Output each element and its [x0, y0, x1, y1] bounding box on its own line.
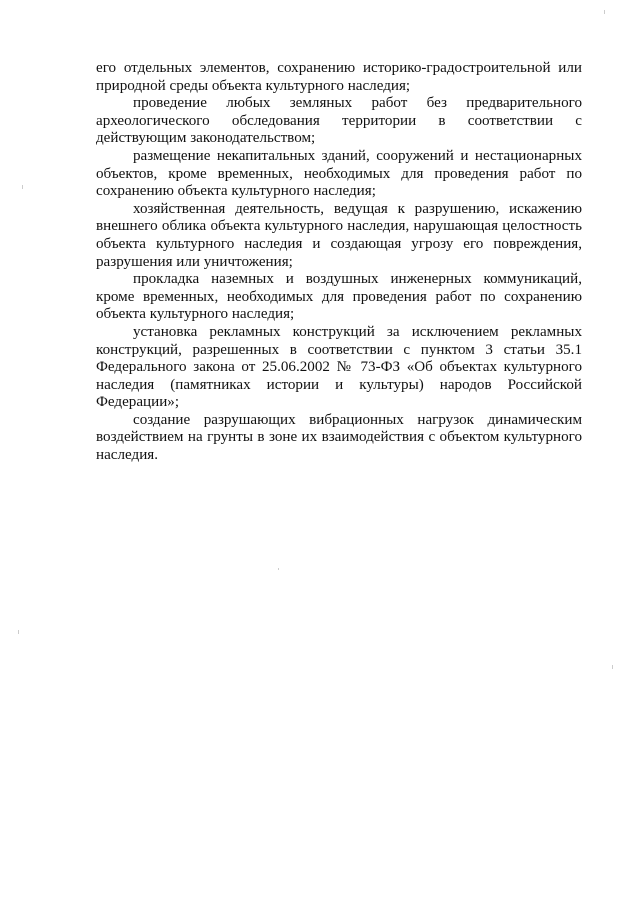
paragraph-vibration: создание разрушающих вибрационных нагрузок динамическим воздействием на грунты в зоне их взаимодействия с объектом культурного наследия. — [96, 411, 582, 464]
paragraph-advertising: установка рекламных конструкций за исключением рекламных конструкций, разрешенных в соответствии с пунктом 3 статьи 35.1 Федерального закона от 25.06.2002 № 73-ФЗ «Об объектах культурного наследия (памятниках истории и культуры) народов Российской Федерации»; — [96, 323, 582, 411]
paragraph-earthworks: проведение любых земляных работ без предварительного археологического обследования территории в соответствии с действующим законодательством; — [96, 95, 582, 147]
scan-speck — [604, 10, 605, 14]
paragraph-economic-activity: хозяйственная деятельность, ведущая к разрушению, искажению внешнего облика объекта культурного наследия, нарушающая целостность объекта культурного наследия и создающая угрозу его повреждения, разрушения или уничтожения; — [96, 200, 582, 270]
paragraph-temporary-structures: размещение некапитальных зданий, сооружений и нестационарных объектов, кроме временных, необходимых для проведения работ по сохранению объекта культурного наследия; — [96, 147, 582, 200]
paragraph-utilities: прокладка наземных и воздушных инженерных коммуникаций, кроме временных, необходимых для проведения работ по сохранению объекта культурного наследия; — [96, 271, 582, 323]
paragraph-continuation: его отдельных элементов, сохранению историко-градостроительной или природной среды объекта культурного наследия; — [96, 60, 582, 94]
scan-speck — [22, 185, 23, 189]
scan-speck — [18, 630, 19, 634]
scan-speck — [278, 568, 279, 570]
scan-speck — [612, 665, 613, 669]
document-body — [96, 60, 582, 465]
